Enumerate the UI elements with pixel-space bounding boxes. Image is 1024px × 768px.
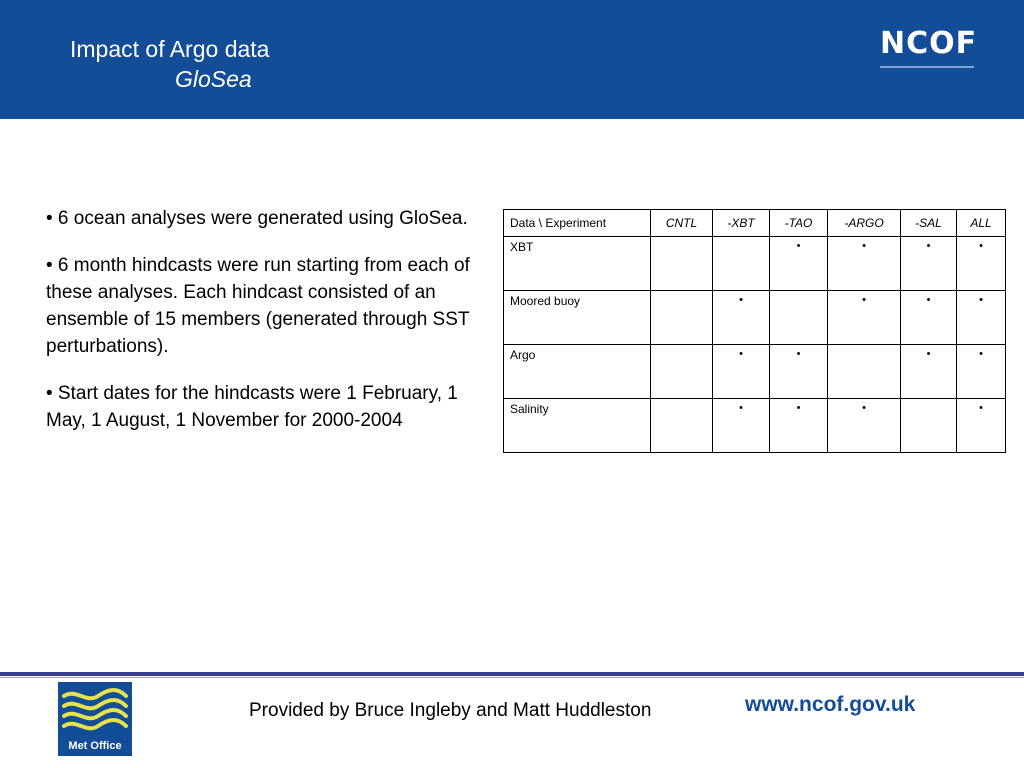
table-cell: • xyxy=(828,237,901,291)
table-row xyxy=(504,345,1006,399)
ncof-logo: NCOF xyxy=(880,26,978,61)
table-cell xyxy=(770,291,828,345)
column-header: -SAL xyxy=(901,210,957,237)
column-header: ALL xyxy=(957,210,1006,237)
table-cell xyxy=(828,345,901,399)
page-title: Impact of Argo data xyxy=(70,36,270,62)
table-cell: • xyxy=(770,399,828,453)
table-cell: • xyxy=(713,291,770,345)
column-header: -TAO xyxy=(770,210,828,237)
bullet-item: • 6 month hindcasts were run starting from each of these analyses. Each hindcast consisted of an ensemble of 15 members (generated through SST perturbations). xyxy=(46,255,470,357)
table-cell: • xyxy=(770,345,828,399)
met-office-logo xyxy=(58,682,132,756)
table-cell: • xyxy=(828,291,901,345)
table-cell: • xyxy=(713,399,770,453)
table-cell: • xyxy=(828,399,901,453)
table-cell: • xyxy=(957,345,1006,399)
met-office-wave-icon xyxy=(58,682,132,738)
row-label: Salinity xyxy=(504,399,651,453)
table-header-row xyxy=(504,210,1006,237)
column-header: -ARGO xyxy=(828,210,901,237)
table-cell xyxy=(713,237,770,291)
credit-text: Provided by Bruce Ingleby and Matt Huddleston xyxy=(249,700,652,721)
table-row xyxy=(504,237,1006,291)
ncof-logo-underline xyxy=(880,66,974,68)
met-office-logo-text: Met Office xyxy=(68,740,122,752)
table-cell xyxy=(651,345,713,399)
table-cell: • xyxy=(901,345,957,399)
row-label: Moored buoy xyxy=(504,291,651,345)
table-cell: • xyxy=(901,291,957,345)
experiment-table xyxy=(503,209,1006,453)
table-row xyxy=(504,399,1006,453)
table-cell: • xyxy=(713,345,770,399)
table-corner-header: Data \ Experiment xyxy=(504,210,651,237)
footer-divider-thin xyxy=(0,677,1024,678)
table-cell: • xyxy=(957,399,1006,453)
table-cell xyxy=(651,399,713,453)
table-cell xyxy=(901,399,957,453)
bullet-item: • Start dates for the hindcasts were 1 February, 1 May, 1 August, 1 November for 2000-2004 xyxy=(46,383,458,431)
column-header: -XBT xyxy=(713,210,770,237)
table-cell xyxy=(651,291,713,345)
column-header: CNTL xyxy=(651,210,713,237)
table-cell: • xyxy=(770,237,828,291)
bullet-item: • 6 ocean analyses were generated using GloSea. xyxy=(46,208,468,229)
table-cell: • xyxy=(901,237,957,291)
table-cell: • xyxy=(957,291,1006,345)
table-cell: • xyxy=(957,237,1006,291)
header-bar xyxy=(0,0,1024,119)
website-link[interactable]: www.ncof.gov.uk xyxy=(745,693,916,716)
table-cell xyxy=(651,237,713,291)
page-subtitle: GloSea xyxy=(175,66,252,92)
footer-divider xyxy=(0,672,1024,676)
table-row xyxy=(504,291,1006,345)
row-label: XBT xyxy=(504,237,651,291)
bullet-list xyxy=(46,205,471,454)
row-label: Argo xyxy=(504,345,651,399)
